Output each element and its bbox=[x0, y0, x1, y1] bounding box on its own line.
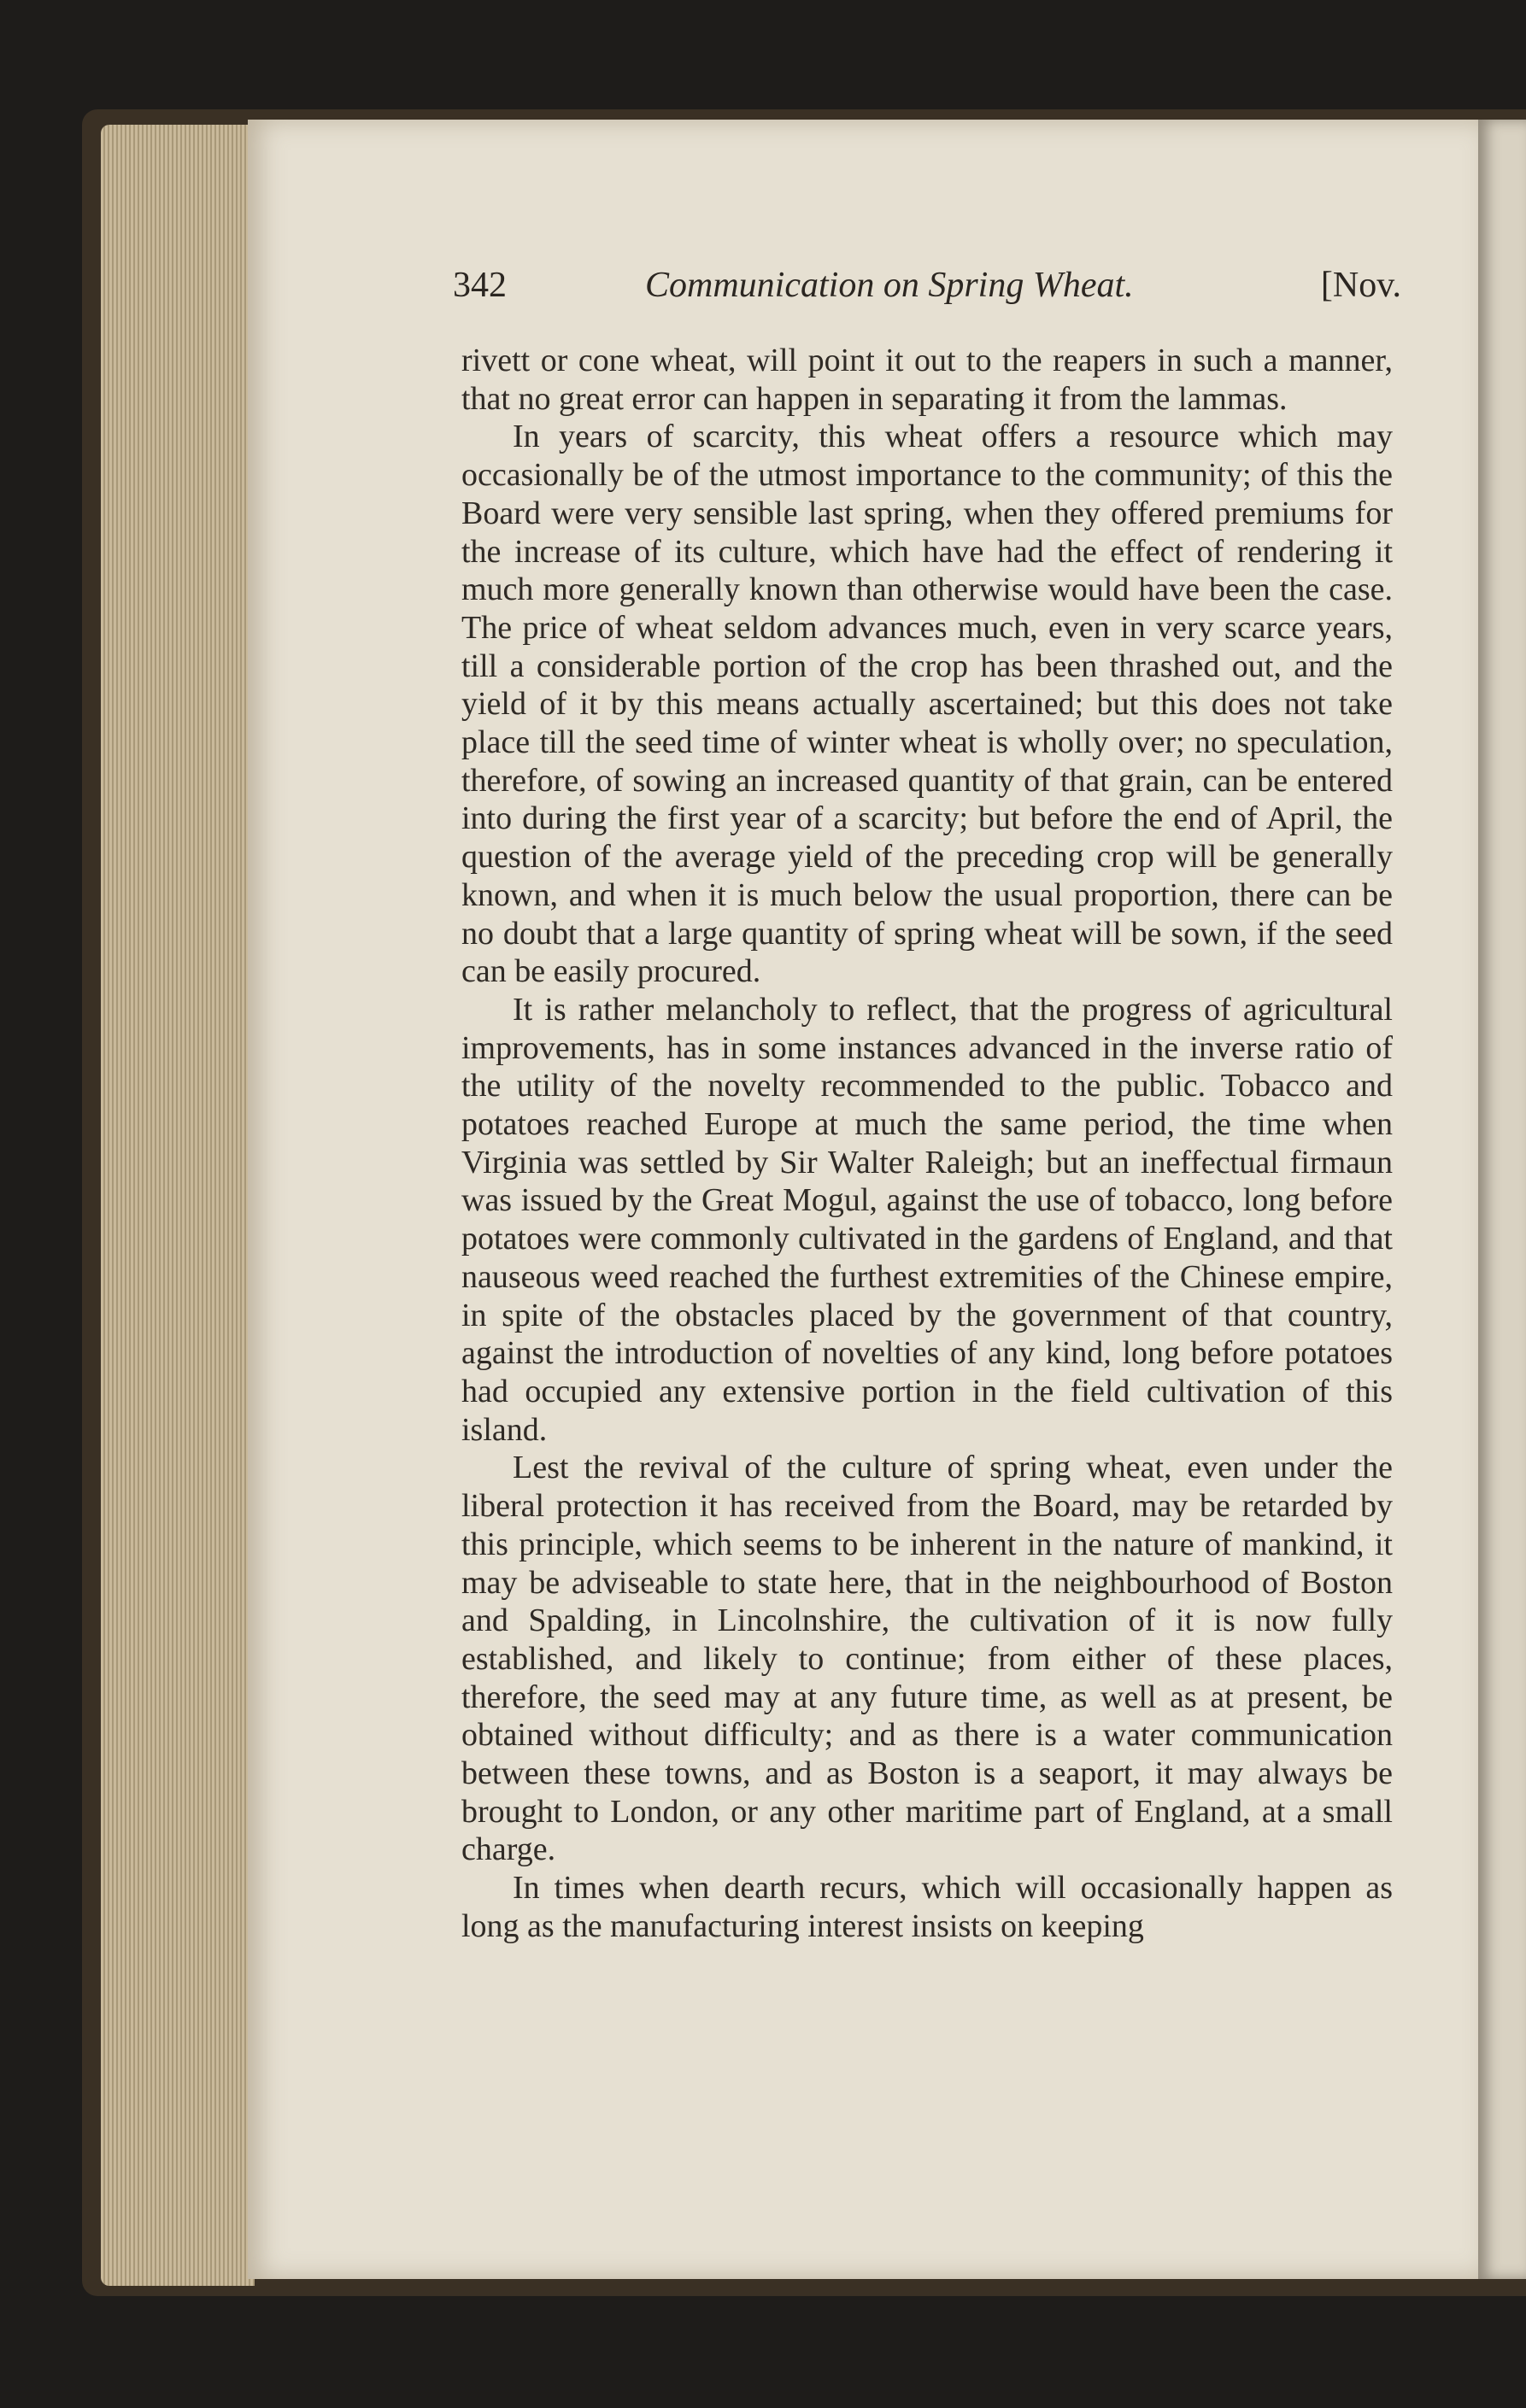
paragraph-dearth: In times when dearth recurs, which will occasionally happen as long as the manufacturing interest insists on keeping bbox=[461, 1870, 1393, 1944]
paragraph-scarcity: In years of scarcity, this wheat offers a resource which may occasionally be of the utmost importance to the community; of this the Board were very sensible last spring, when they offered premiums for the increase of its culture, which have had the effect of rendering it much more generally known than otherwise would have been the case. The price of wheat seldom advances much, even in very scarce years, till a considerable portion of the crop has been thrashed out, and the yield of it by this means actually ascertained; but this does not take place till the seed time of winter wheat is wholly over; no speculation, therefore, of sowing an increased quantity of that grain, can be entered into during the first year of a scarcity; but before the end of April, the question of the average yield of the preceding crop will be generally known, and when it is much below the usual proportion, there can be no doubt that a large quantity of spring wheat will be sown, if the seed can be easily procured. bbox=[461, 419, 1393, 990]
running-title: Communication on Spring Wheat. bbox=[645, 266, 1134, 305]
page-edges bbox=[101, 125, 255, 2286]
next-page-edge bbox=[1478, 120, 1526, 2279]
running-header bbox=[453, 265, 1401, 325]
header-month: [Nov. bbox=[1320, 266, 1401, 305]
paragraph-revival: Lest the revival of the culture of spring wheat, even under the liberal protection it has received from the Board, may be retarded by this principle, which seems to be inherent in the nature of mankind, it may be adviseable to state here, that in the neighbourhood of Boston and Spalding, in Lincolnshire, the cultivation of it is now fully established, and likely to continue; from either of these places, therefore, the seed may at any future time, as well as at present, be obtained without difficulty; and as there is a water communication between these towns, and as Boston is a seaport, it may always be brought to London, or any other maritime part of England, at a small charge. bbox=[461, 1450, 1393, 1868]
paragraph-continuation: rivett or cone wheat, will point it out to the reapers in such a manner, that no great error can happen in separating it from the lammas. bbox=[461, 343, 1393, 417]
body-text bbox=[461, 342, 1393, 1946]
paragraph-improvements: It is rather melancholy to reflect, that the progress of agricultural improvements, has in some instances advanced in the inverse ratio of the utility of the novelty recommended to the public. Tobacco and potatoes reached Europe at much the same period, the time when Virginia was settled by Sir Walter Raleigh; but an ineffectual firmaun was issued by the Great Mogul, against the use of tobacco, long before potatoes were commonly cultivated in the gardens of England, and that nauseous weed reached the furthest extremities of the Chinese empire, in spite of the obstacles placed by the government of that country, against the introduction of novelties of any kind, long before potatoes had occupied any extensive portion in the field cultivation of this island. bbox=[461, 991, 1393, 1448]
page-number: 342 bbox=[453, 266, 507, 305]
